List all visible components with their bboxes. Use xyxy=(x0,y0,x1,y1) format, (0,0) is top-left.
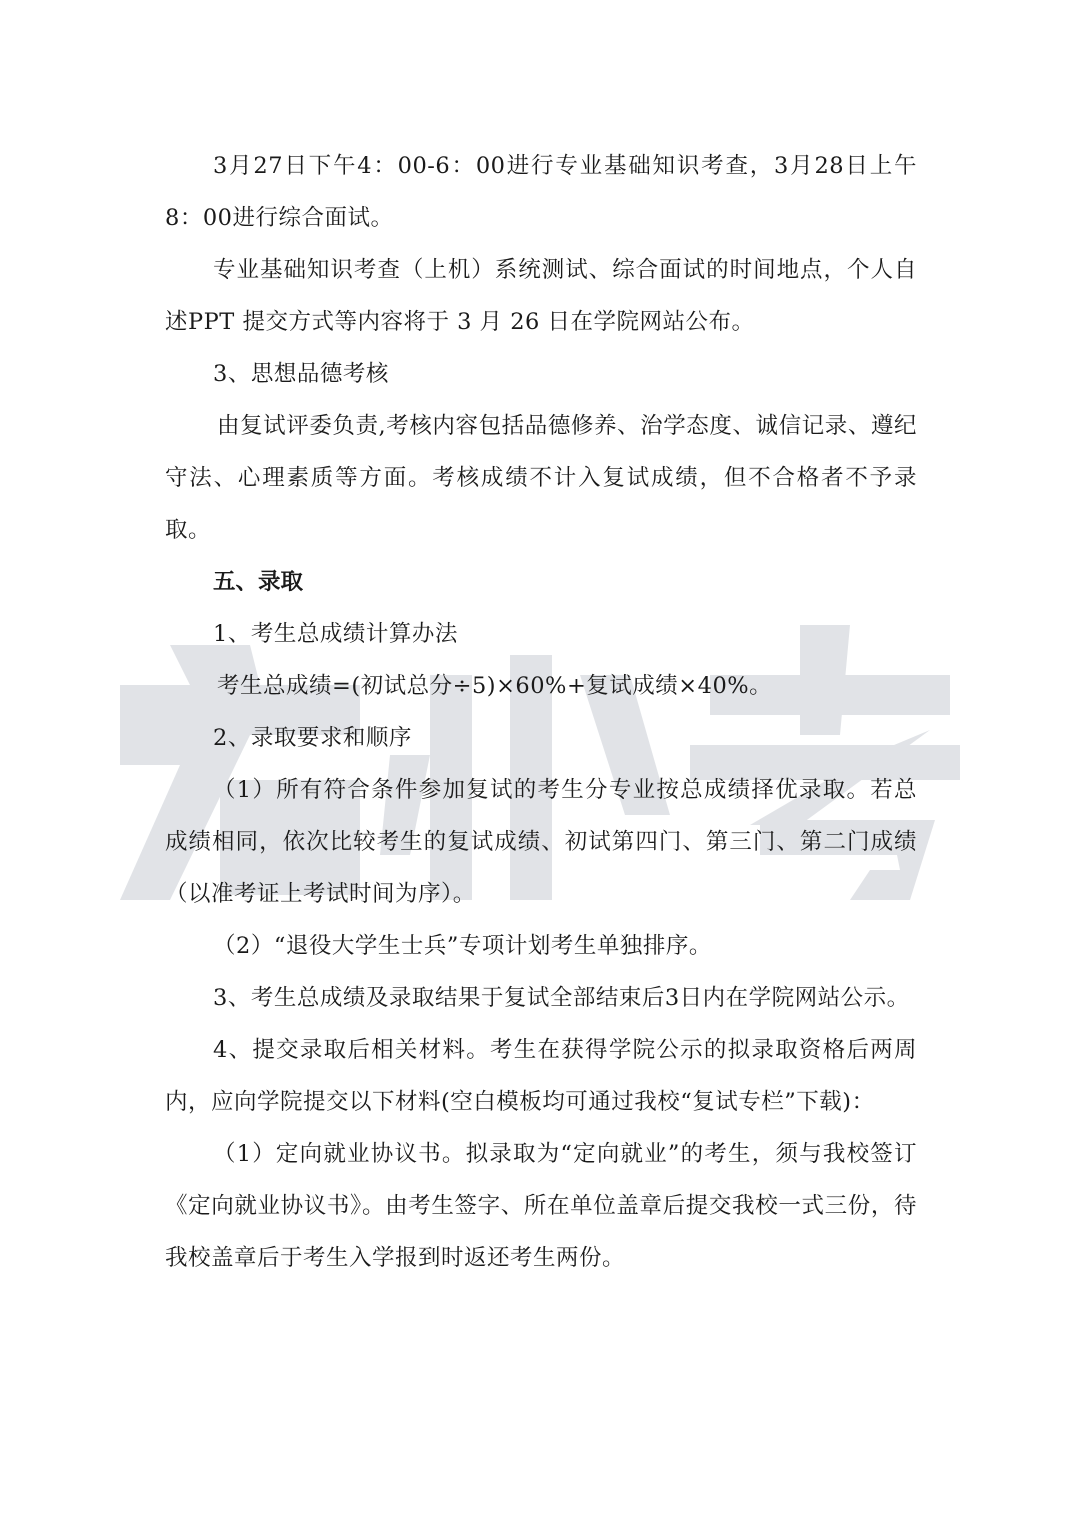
paragraph-score-method-title: 1、考生总成绩计算办法 xyxy=(213,621,458,647)
paragraph-admission-order-title: 2、录取要求和顺序 xyxy=(213,725,412,751)
paragraph-employment-agreement: （1）定向就业协议书。拟录取为“定向就业”的考生，须与我校签订《定向就业协议书》。由考生签字、所在单位盖章后提交我校一式三份，待我校盖章后于考生入学报到时返还考生两份。 xyxy=(165,1141,917,1271)
paragraph-moral-assessment-title: 3、思想品德考核 xyxy=(213,361,389,387)
paragraph-submit-materials: 4、提交录取后相关材料。考生在获得学院公示的拟录取资格后两周内，应向学院提交以下材料(空白模板均可通过我校“复试专栏”下载)： xyxy=(165,1037,917,1115)
paragraph-exam-schedule: 3月27日下午4：00-6：00进行专业基础知识考查，3月28日上午8：00进行综合面试。 xyxy=(165,153,917,231)
paragraph-exam-details: 专业基础知识考查（上机）系统测试、综合面试的时间地点，个人自述PPT 提交方式等内容将于 3 月 26 日在学院网站公布。 xyxy=(165,257,917,335)
section-heading-admission: 五、录取 xyxy=(213,569,304,595)
paragraph-admission-rule-1: （1）所有符合条件参加复试的考生分专业按总成绩择优录取。若总成绩相同，依次比较考生的复试成绩、初试第四门、第三门、第二门成绩（以准考证上考试时间为序）。 xyxy=(165,777,917,907)
paragraph-moral-assessment: 由复试评委负责,考核内容包括品德修养、治学态度、诚信记录、遵纪守法、心理素质等方面。考核成绩不计入复试成绩，但不合格者不予录取。 xyxy=(165,413,917,543)
paragraph-admission-rule-2: （2）“退役大学生士兵”专项计划考生单独排序。 xyxy=(213,933,712,959)
paragraph-result-announcement: 3、考生总成绩及录取结果于复试全部结束后3日内在学院网站公示。 xyxy=(213,985,910,1011)
document-body xyxy=(165,140,917,1284)
paragraph-score-formula: 考生总成绩=(初试总分÷5)×60%+复试成绩×40%。 xyxy=(217,673,773,699)
